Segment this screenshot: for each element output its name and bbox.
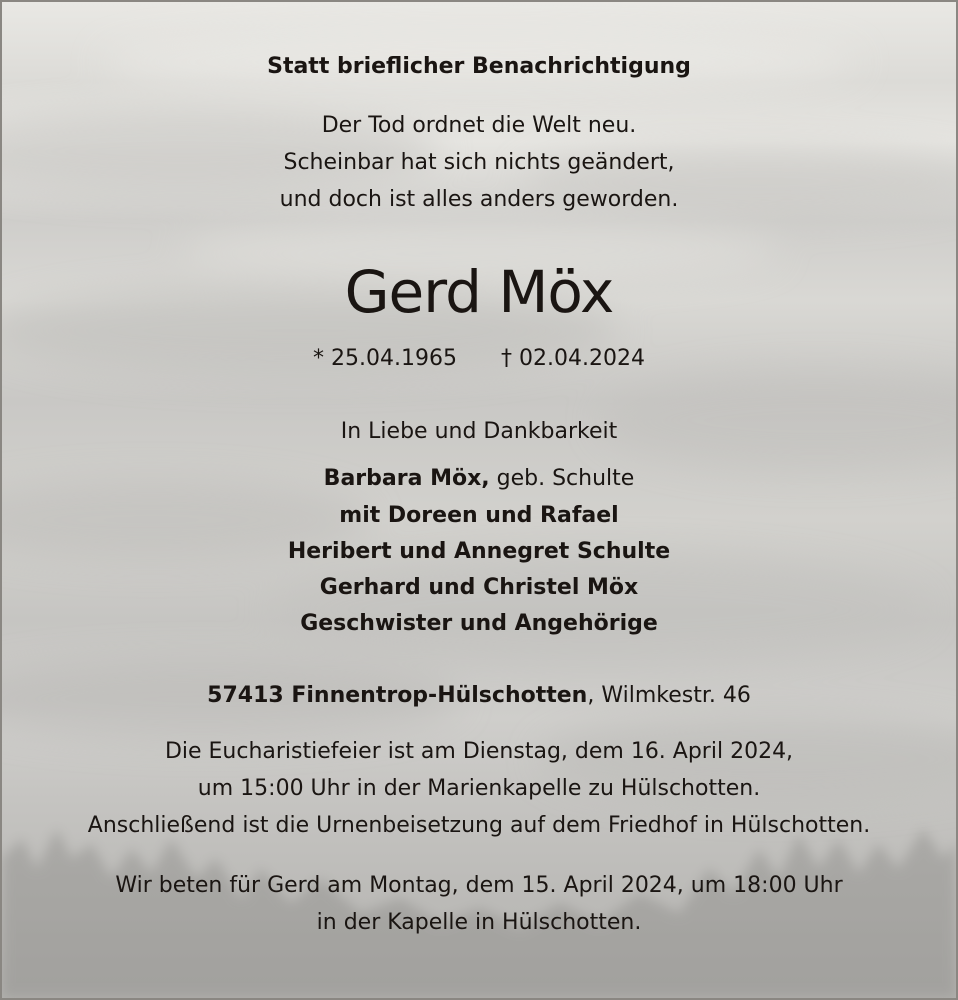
quote-line-2: Scheinbar hat sich nichts geändert, (283, 150, 675, 175)
service-line-2: um 15:00 Uhr in der Marienkapelle zu Hülschotten. (197, 776, 761, 801)
mourner-line-4: Gerhard und Christel Möx (319, 575, 639, 600)
mourner-line-1 (2, 466, 956, 491)
address-street: , Wilmkestr. 46 (587, 683, 751, 708)
notice-content (2, 2, 956, 998)
mourner-line-3: Heribert und Annegret Schulte (287, 539, 671, 564)
mourner-maiden-name: geb. Schulte (489, 466, 635, 491)
service-line-1: Die Eucharistiefeier ist am Dienstag, dem 16. April 2024, (164, 739, 794, 764)
mourner-primary-name: Barbara Möx, (323, 466, 490, 491)
death-date: † 02.04.2024 (501, 346, 645, 371)
quote-line-3: und doch ist alles anders geworden. (279, 187, 679, 212)
prayer-line-2: in der Kapelle in Hülschotten. (316, 910, 642, 935)
life-dates (2, 346, 956, 371)
prayer-line-1: Wir beten für Gerd am Montag, dem 15. April 2024, um 18:00 Uhr (115, 873, 843, 898)
deceased-name: Gerd Möx (344, 258, 614, 326)
notice-heading: Statt brieflicher Benachrichtigung (267, 54, 691, 79)
address (2, 683, 956, 708)
address-place: 57413 Finnentrop-Hülschotten (207, 683, 588, 708)
mourners-intro: In Liebe und Dankbarkeit (340, 419, 618, 444)
mourner-line-5: Geschwister und Angehörige (300, 611, 658, 636)
quote-line-1: Der Tod ordnet die Welt neu. (321, 113, 637, 138)
birth-date: * 25.04.1965 (313, 346, 457, 371)
service-line-3: Anschließend ist die Urnenbeisetzung auf dem Friedhof in Hülschotten. (87, 813, 871, 838)
mourner-line-2: mit Doreen und Rafael (339, 503, 619, 528)
